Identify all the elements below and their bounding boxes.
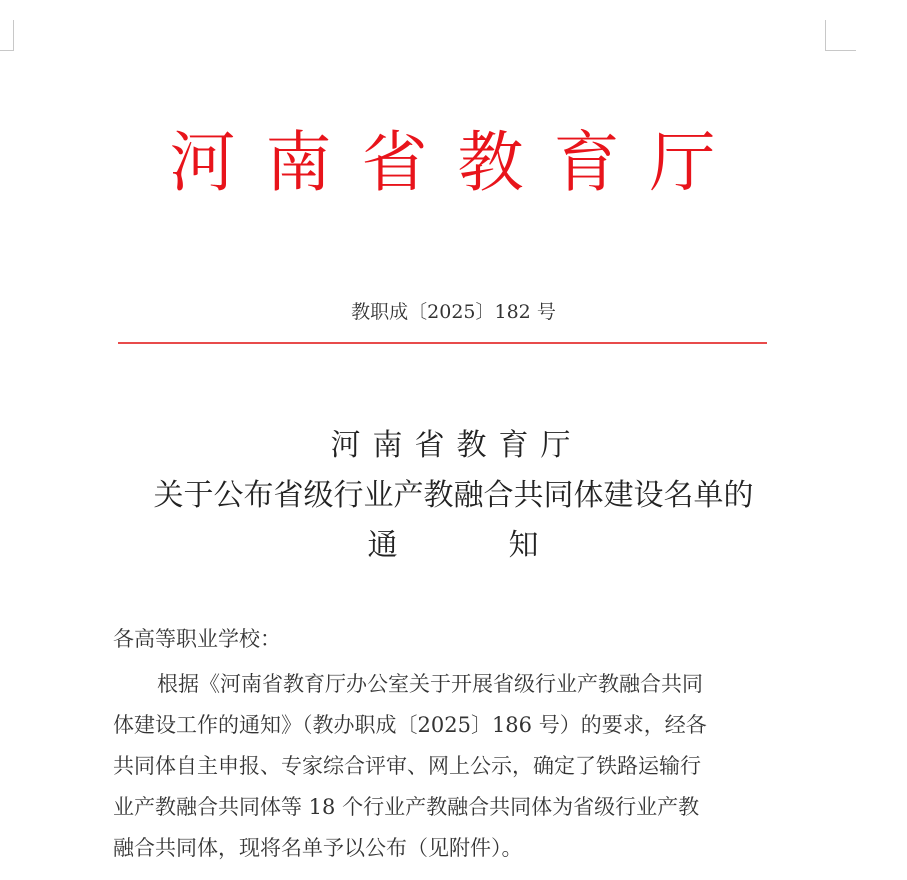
title-line-3-part-1: 通 xyxy=(367,528,399,563)
red-masthead: 河南省教育厅 xyxy=(169,124,746,201)
title-line-3 xyxy=(0,522,907,570)
title-line-1: 河南省教育厅 xyxy=(330,428,583,463)
body-line: 体建设工作的通知》（教办职成〔2025〕186 号）的要求，经各 xyxy=(113,713,707,737)
body-line: 融合共同体，现将名单予以公布（见附件）。 xyxy=(113,836,523,860)
crop-mark-top-left xyxy=(0,20,14,51)
title-line-3-part-2: 知 xyxy=(508,528,540,563)
salutation: 各高等职业学校： xyxy=(113,627,281,651)
red-separator-line xyxy=(118,342,767,344)
document-number: 教职成〔2025〕182 号 xyxy=(351,301,556,323)
body-line: 共同体自主申报、专家综合评审、网上公示，确定了铁路运输行 xyxy=(113,754,701,778)
crop-mark-top-right xyxy=(825,20,856,51)
body-paragraph xyxy=(113,664,803,869)
body-line: 业产教融合共同体等 18 个行业产教融合共同体为省级行业产教 xyxy=(113,795,700,819)
body-line: 根据《河南省教育厅办公室关于开展省级行业产教融合共同 xyxy=(157,672,703,696)
title-line-2: 关于公布省级行业产教融合共同体建设名单的 xyxy=(153,478,754,513)
